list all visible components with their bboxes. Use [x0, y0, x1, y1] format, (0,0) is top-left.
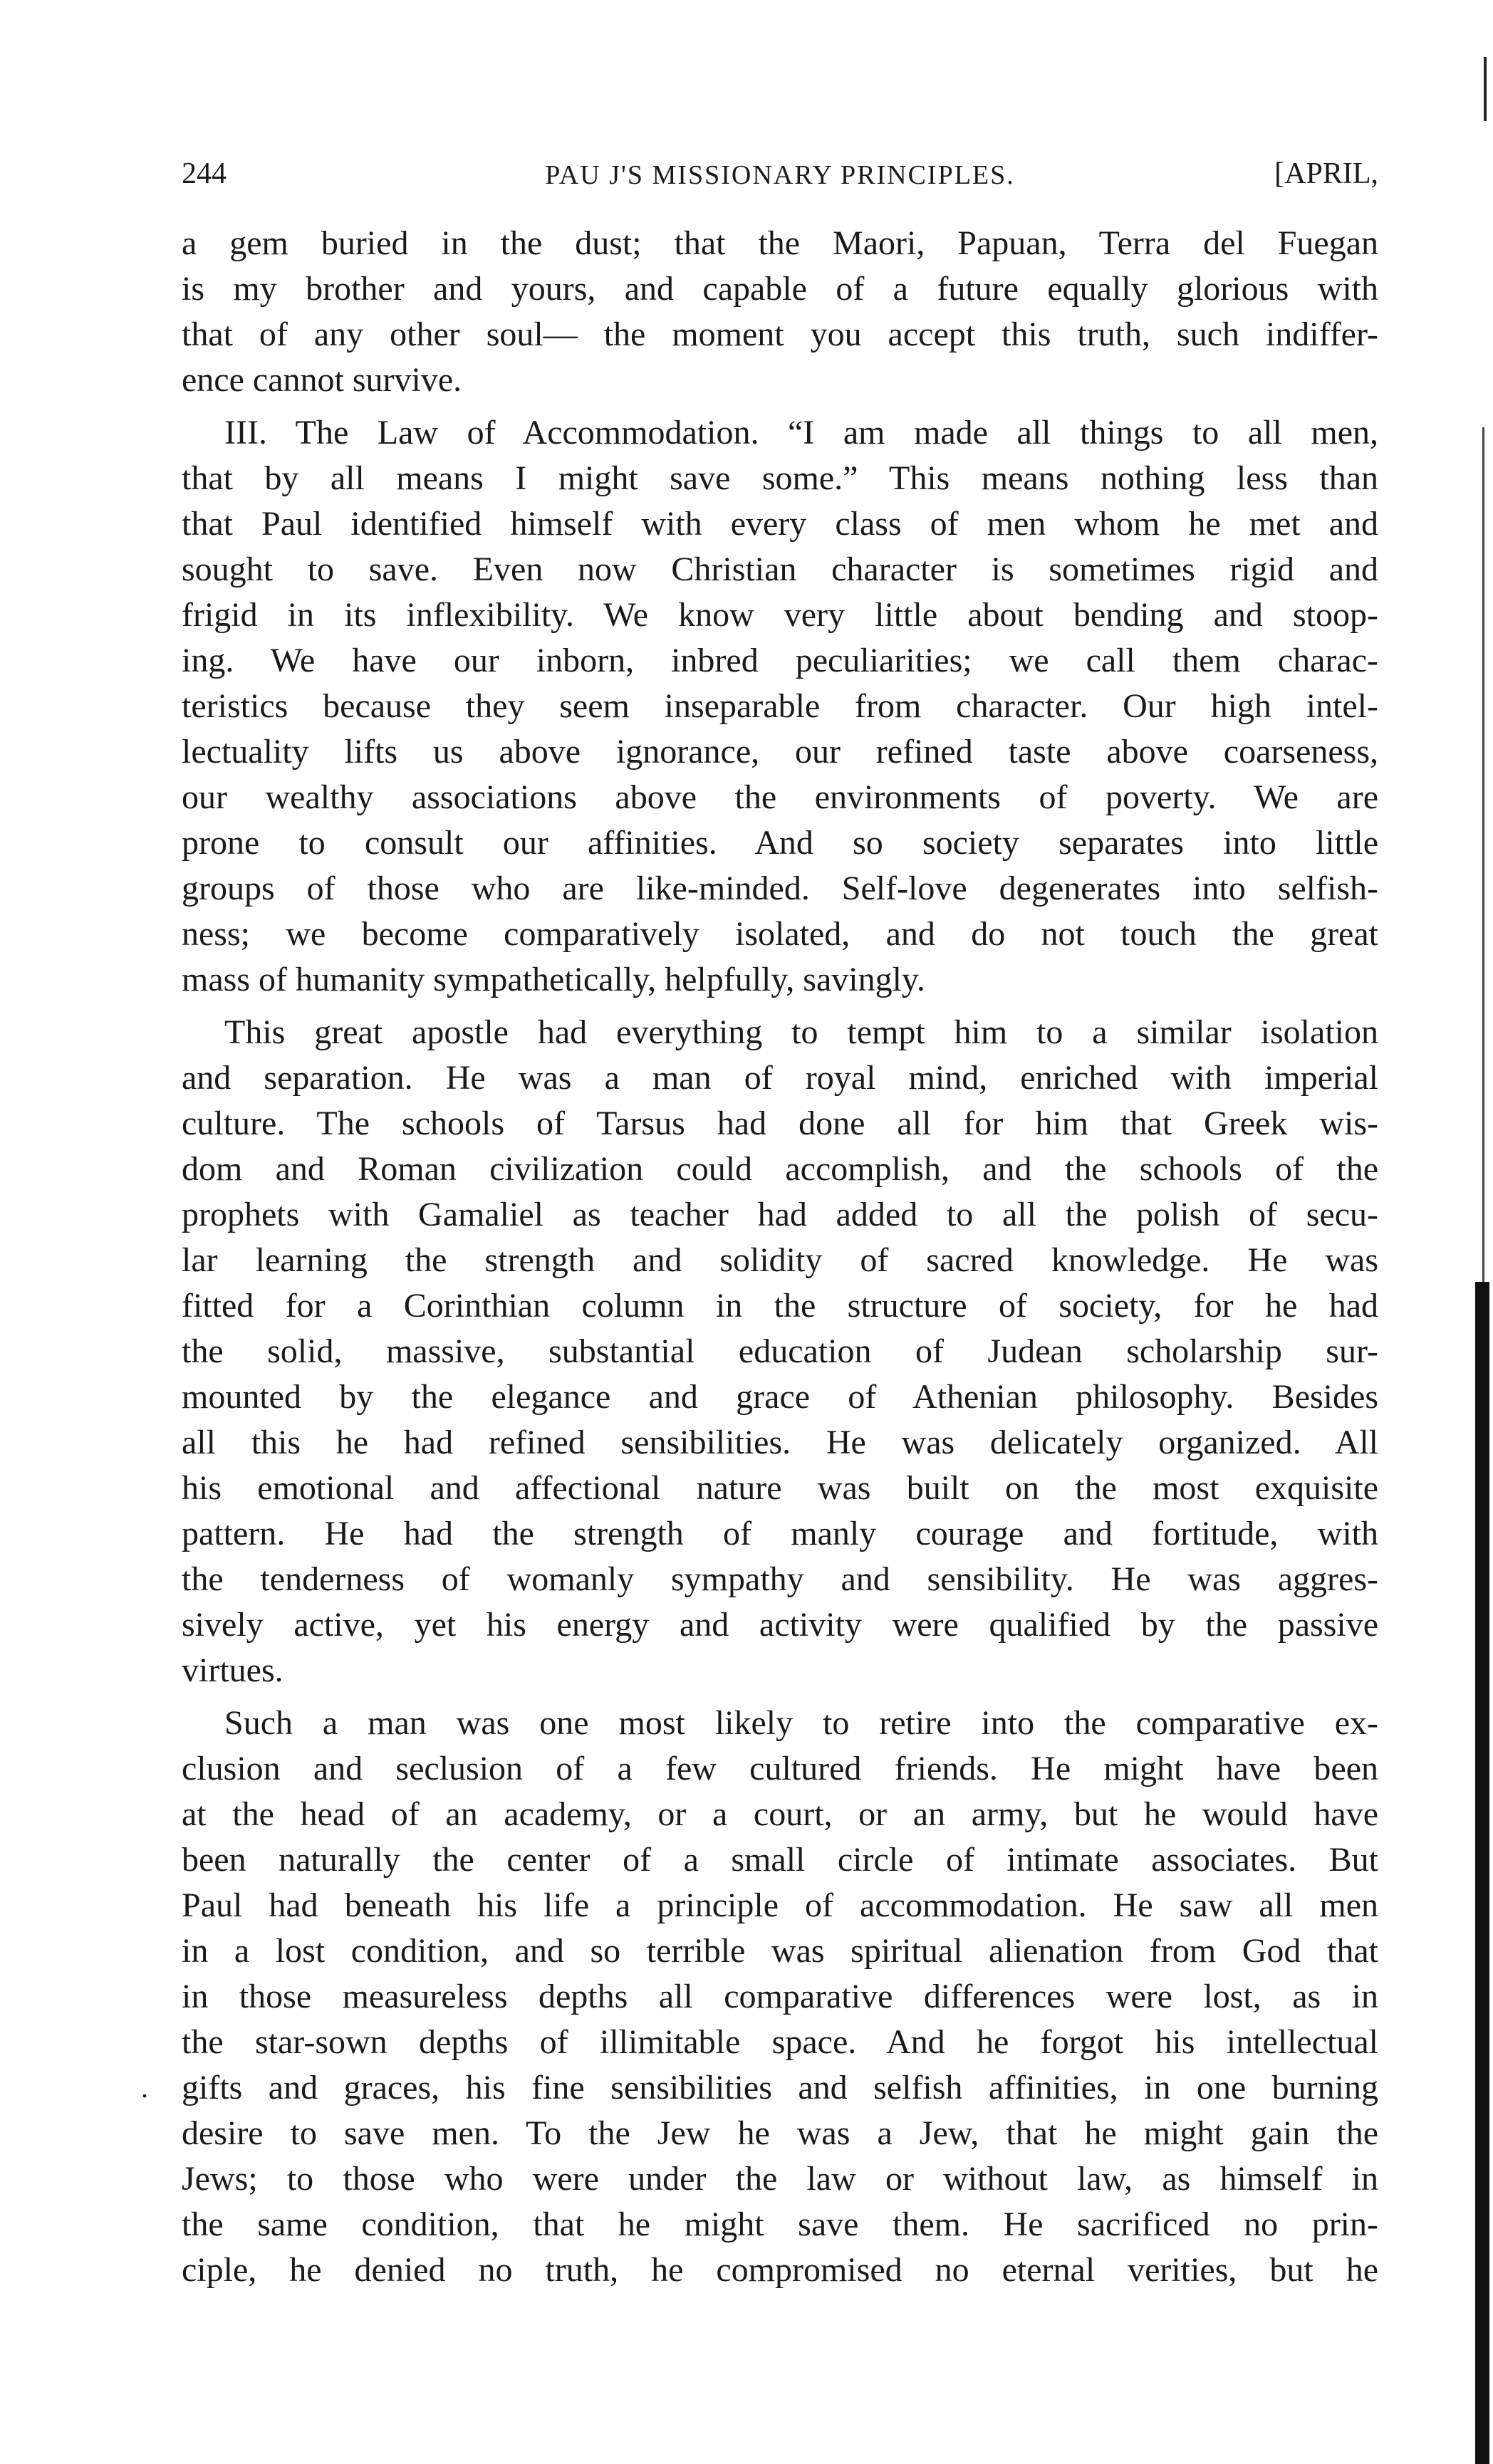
text-line: Such a man was one most likely to retire into the comparative ex- [224, 1704, 1378, 1742]
paragraph [182, 410, 1378, 1003]
page-number: 244 [182, 157, 227, 190]
text-line: that Paul identified himself with every class of men whom he met and [182, 505, 1378, 543]
text-line: lar learning the strength and solidity of sacred knowledge. He was [182, 1241, 1378, 1279]
text-line: in those measureless depths all comparative differences were lost, as in [182, 1978, 1378, 2015]
text-line: ing. We have our inborn, inbred peculiarities; we call them charac- [182, 642, 1378, 679]
text-line: is my brother and yours, and capable of a future equally glorious with [182, 270, 1378, 308]
text-line: This great apostle had everything to tempt him to a similar isolation [224, 1013, 1378, 1051]
text-line: Paul had beneath his life a principle of accommodation. He saw all men [182, 1886, 1378, 1924]
text-line: fitted for a Corinthian column in the structure of society, for he had [182, 1287, 1378, 1325]
text-line: culture. The schools of Tarsus had done all for him that Greek wis- [182, 1105, 1378, 1142]
scan-edge-shadow [1454, 0, 1493, 2464]
paragraph-gap [182, 1693, 1378, 1701]
text-line: frigid in its inflexibility. We know very little about bending and stoop- [182, 596, 1378, 634]
text-line: his emotional and affectional nature was built on the most exquisite [182, 1469, 1378, 1507]
text-line: Jews; to those who were under the law or without law, as himself in [182, 2160, 1378, 2198]
text-line: III. The Law of Accommodation. “I am made all things to all men, [224, 414, 1378, 451]
scan-edge-tick [1484, 57, 1487, 121]
text-line: mounted by the elegance and grace of Athenian philosophy. Besides [182, 1378, 1378, 1416]
paragraph-gap [182, 403, 1378, 410]
scan-edge-line [1482, 427, 1484, 1282]
text-line: dom and Roman civilization could accomplish, and the schools of the [182, 1150, 1378, 1188]
text-line: prone to consult our affinities. And so society separates into little [182, 824, 1378, 862]
text-line: in a lost condition, and so terrible was spiritual alienation from God that [182, 1932, 1378, 1970]
paragraph-gap [182, 1003, 1378, 1010]
body-text [182, 221, 1378, 2293]
text-line: prophets with Gamaliel as teacher had added to all the polish of secu- [182, 1196, 1378, 1233]
running-title: PAU J'S MISSIONARY PRINCIPLES. [545, 160, 1015, 190]
text-line: a gem buried in the dust; that the Maori, Papuan, Terra del Fuegan [182, 224, 1378, 262]
text-line: that by all means I might save some.” This means nothing less than [182, 459, 1378, 497]
text-line: been naturally the center of a small circle of intimate associates. But [182, 1841, 1378, 1879]
text-line: virtues. [182, 1651, 283, 1689]
text-line: sively active, yet his energy and activity were qualified by the passive [182, 1606, 1378, 1644]
text-line: the tenderness of womanly sympathy and sensibility. He was aggres- [182, 1560, 1378, 1598]
text-line: sought to save. Even now Christian character is sometimes rigid and [182, 550, 1378, 588]
scan-edge-bar [1475, 1282, 1489, 2464]
text-line: that of any other soul— the moment you accept this truth, such indiffer- [182, 315, 1378, 353]
text-line: the star-sown depths of illimitable space. And he forgot his intellectual [182, 2023, 1378, 2061]
text-line: ciple, he denied no truth, he compromised no eternal verities, but he [182, 2251, 1378, 2289]
text-line: at the head of an academy, or a court, or an army, but he would have [182, 1795, 1378, 1833]
text-line: and separation. He was a man of royal mind, enriched with imperial [182, 1059, 1378, 1097]
margin-mark: . [141, 2072, 148, 2104]
text-line: lectuality lifts us above ignorance, our refined taste above coarseness, [182, 733, 1378, 771]
text-line: ness; we become comparatively isolated, and do not touch the great [182, 915, 1378, 953]
text-line: mass of humanity sympathetically, helpfully, savingly. [182, 961, 925, 998]
text-line: ence cannot survive. [182, 361, 462, 399]
text-line: gifts and graces, his fine sensibilities and selfish affinities, in one burning [182, 2069, 1378, 2107]
text-line: teristics because they seem inseparable from character. Our high intel- [182, 687, 1378, 725]
text-line: the solid, massive, substantial education of Judean scholarship sur- [182, 1332, 1378, 1370]
text-line: the same condition, that he might save them. He sacrificed no prin- [182, 2205, 1378, 2243]
paragraph [182, 1701, 1378, 2293]
text-line: desire to save men. To the Jew he was a Jew, that he might gain the [182, 2114, 1378, 2152]
text-line: groups of those who are like-minded. Self-love degenerates into selfish- [182, 870, 1378, 907]
text-line: pattern. He had the strength of manly courage and fortitude, with [182, 1515, 1378, 1552]
text-line: clusion and seclusion of a few cultured friends. He might have been [182, 1750, 1378, 1787]
paragraph [182, 1010, 1378, 1693]
text-line: all this he had refined sensibilities. He was delicately organized. All [182, 1424, 1378, 1461]
paragraph [182, 221, 1378, 403]
issue-month: [APRIL, [1274, 157, 1378, 190]
text-line: our wealthy associations above the environments of poverty. We are [182, 778, 1378, 816]
page-header [182, 157, 1378, 207]
